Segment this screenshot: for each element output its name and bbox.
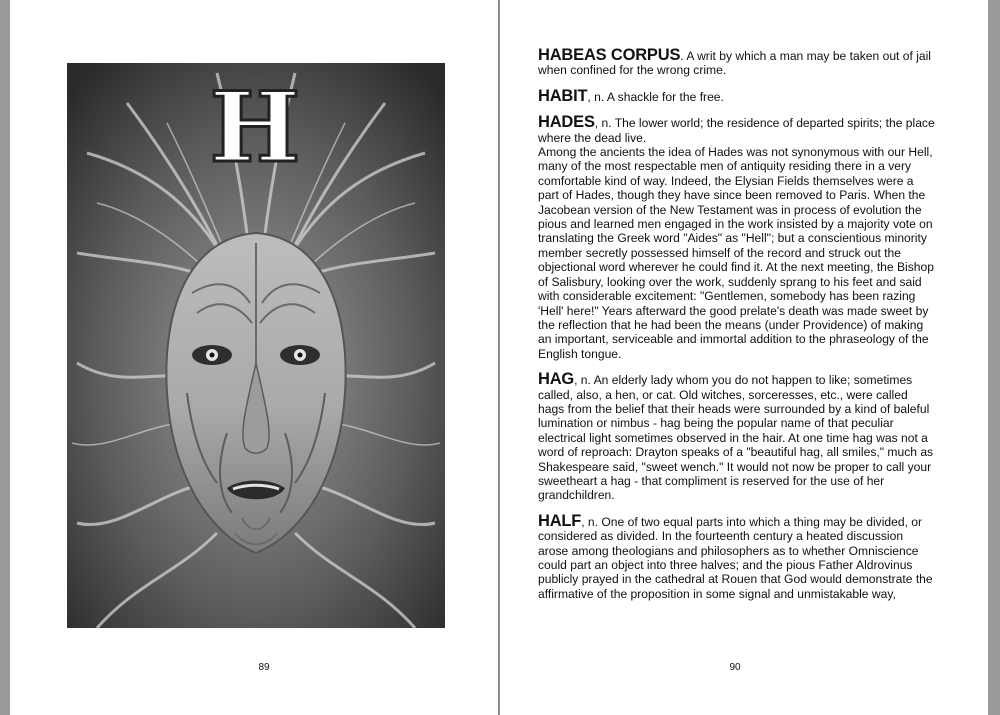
definition: , n. An elderly lady whom you do not happen to like; sometimes called, also, a hen, or cat. Old witches, sorceresses, etc., were called hags from the belief that their heads were surrounded by a kind of baleful lumination or nimbus - hag being the popular name of that peculiar electrical light sometimes observed in the hair. At one time hag was not a word of reproach: Drayton speaks of a "beautiful hag, all smiles," much as Shakespeare said, "sweet wench." It would not now be proper to call your sweetheart a hag - that compliment is reserved for the use of her grandchildren. [538,373,934,503]
entry-habeas-corpus [538,48,936,78]
entry-habit [538,86,936,105]
page-number: 89 [258,662,270,673]
commentary: Among the ancients the idea of Hades was not synonymous with our Hell, many of the most respectable men of antiquity residing there in a very comfortable kind of way. Indeed, the Elysian Fields themselves were a part of Hades, though they have since been removed to Paris. When the Jacobean version of the New Testament was in process of evolution the pious and learned men engaged in the work insisted by a majority vote on translating the Greek word "Aides" as "Hell"; but a conscientious minority member secretly possessed himself of the record and struck out the objectional word wherever he could find it. At the next meeting, the Bishop of Salisbury, looking over the work, suddenly sprang to his feet and said with considerable excitement: "Gentlemen, somebody has been razing 'Hell' here!" Years afterward the good prelate's death was made sweet by the reflection that he had been the means (under Providence) of making an important, serviceable and immortal addition to the phraseology of the English tongue. [538,145,934,361]
headword: HABEAS CORPUS [538,46,681,64]
definition: , n. One of two equal parts into which a thing may be divided, or considered as divided. In the fourteenth century a heated discussion arose among theologians and philosophers as to whether Omniscience could part an object into three halves; and the pious Father Aldrovinus publicly prayed in the cathedral at Rouen that God would demonstrate the affirmative of the proposition in some signal and unmistakable way, [538,514,933,601]
initial-letter: H [209,71,301,184]
dictionary-text [538,48,936,612]
headword: HALF [538,511,582,530]
page-number: 90 [729,662,741,673]
definition: , n. A shackle for the free. [587,89,724,104]
tree-face-illustration [67,63,445,628]
definition: , n. The lower world; the residence of departed spirits; the place where the dead live. [538,116,935,145]
headword: HABIT [538,86,588,105]
right-page [500,0,988,715]
headword: HADES [538,113,595,132]
entry-half [538,511,936,601]
headword: HAG [538,370,575,389]
definition: . A writ by which a man may be taken out of jail when confined for the wrong crime. [538,49,931,78]
entry-hades [538,115,936,361]
entry-hag [538,372,936,503]
left-page [10,0,498,715]
